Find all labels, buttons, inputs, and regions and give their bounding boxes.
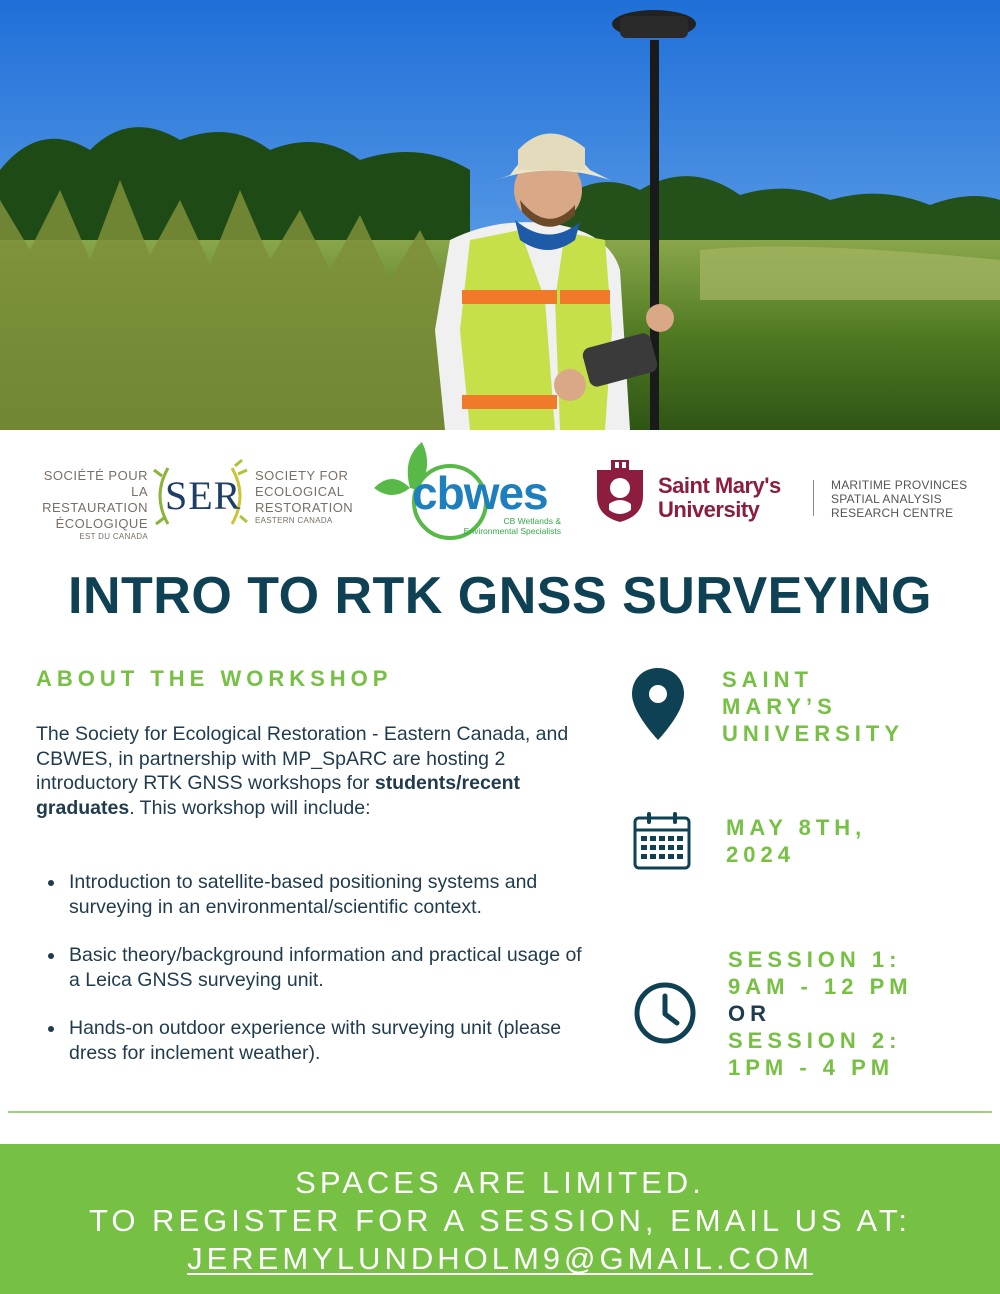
location-text: SAINT MARY’S UNIVERSITY: [722, 667, 905, 746]
workshop-topics-list: [36, 870, 596, 1089]
list-item: Introduction to satellite-based positioning systems and surveying in an environmental/scientific context.: [36, 870, 596, 919]
mp-sparc-name: MARITIME PROVINCES SPATIAL ANALYSIS RESEARCH CENTRE: [831, 478, 968, 520]
cbwes-tagline: CB Wetlands & Environmental Specialists: [463, 516, 561, 536]
footer-limited-text: SPACES ARE LIMITED.: [295, 1165, 705, 1200]
email-link[interactable]: JEREMYLUNDHOLM9@GMAIL.COM: [187, 1241, 813, 1276]
partner-logos: [0, 430, 1000, 550]
list-item: Basic theory/background information and practical usage of a Leica GNSS surveying unit.: [36, 943, 596, 992]
ser-french-name: SOCIÉTÉ POUR LA RESTAURATION ÉCOLOGIQUE EST DU CANADA: [42, 468, 148, 541]
clock-icon: [633, 981, 697, 1045]
hero-photo: [0, 0, 1000, 430]
cbwes-logo: [372, 440, 567, 540]
location-pin-icon: [632, 668, 684, 740]
calendar-icon: [633, 810, 691, 870]
cbwes-wordmark: cbwes: [412, 467, 548, 519]
smu-logo: [595, 460, 975, 525]
smu-crest-icon: [595, 460, 645, 522]
ser-english-name: SOCIETY FOR ECOLOGICAL RESTORATION EASTERN CANADA: [255, 468, 354, 525]
page-title: INTRO TO RTK GNSS SURVEYING: [68, 567, 932, 625]
surveyor-field-illustration: [0, 0, 1000, 430]
footer-register-text: TO REGISTER FOR A SESSION, EMAIL US AT:: [88, 1203, 912, 1238]
about-heading: ABOUT THE WORKSHOP: [36, 666, 393, 691]
date-text: MAY 8TH, 2024: [726, 815, 867, 867]
session-times: SESSION 1: 9AM - 12 PM OR SESSION 2: 1PM - 4 PM: [728, 947, 913, 1080]
about-paragraph: The Society for Ecological Restoration - Eastern Canada, and CBWES, in partnership with MP_SpARC are hosting 2 introductory RTK GNSS workshops for students/recent graduates. This workshop will include:: [36, 723, 569, 819]
ser-logo: [30, 458, 354, 541]
list-item: Hands-on outdoor experience with surveying unit (please dress for inclement weather).: [36, 1016, 596, 1065]
section-divider: [8, 1111, 992, 1113]
ser-mark: SER: [165, 473, 242, 518]
smu-divider: [813, 480, 814, 516]
smu-name: Saint Mary's University: [658, 473, 781, 522]
registration-footer: [0, 1144, 1000, 1294]
